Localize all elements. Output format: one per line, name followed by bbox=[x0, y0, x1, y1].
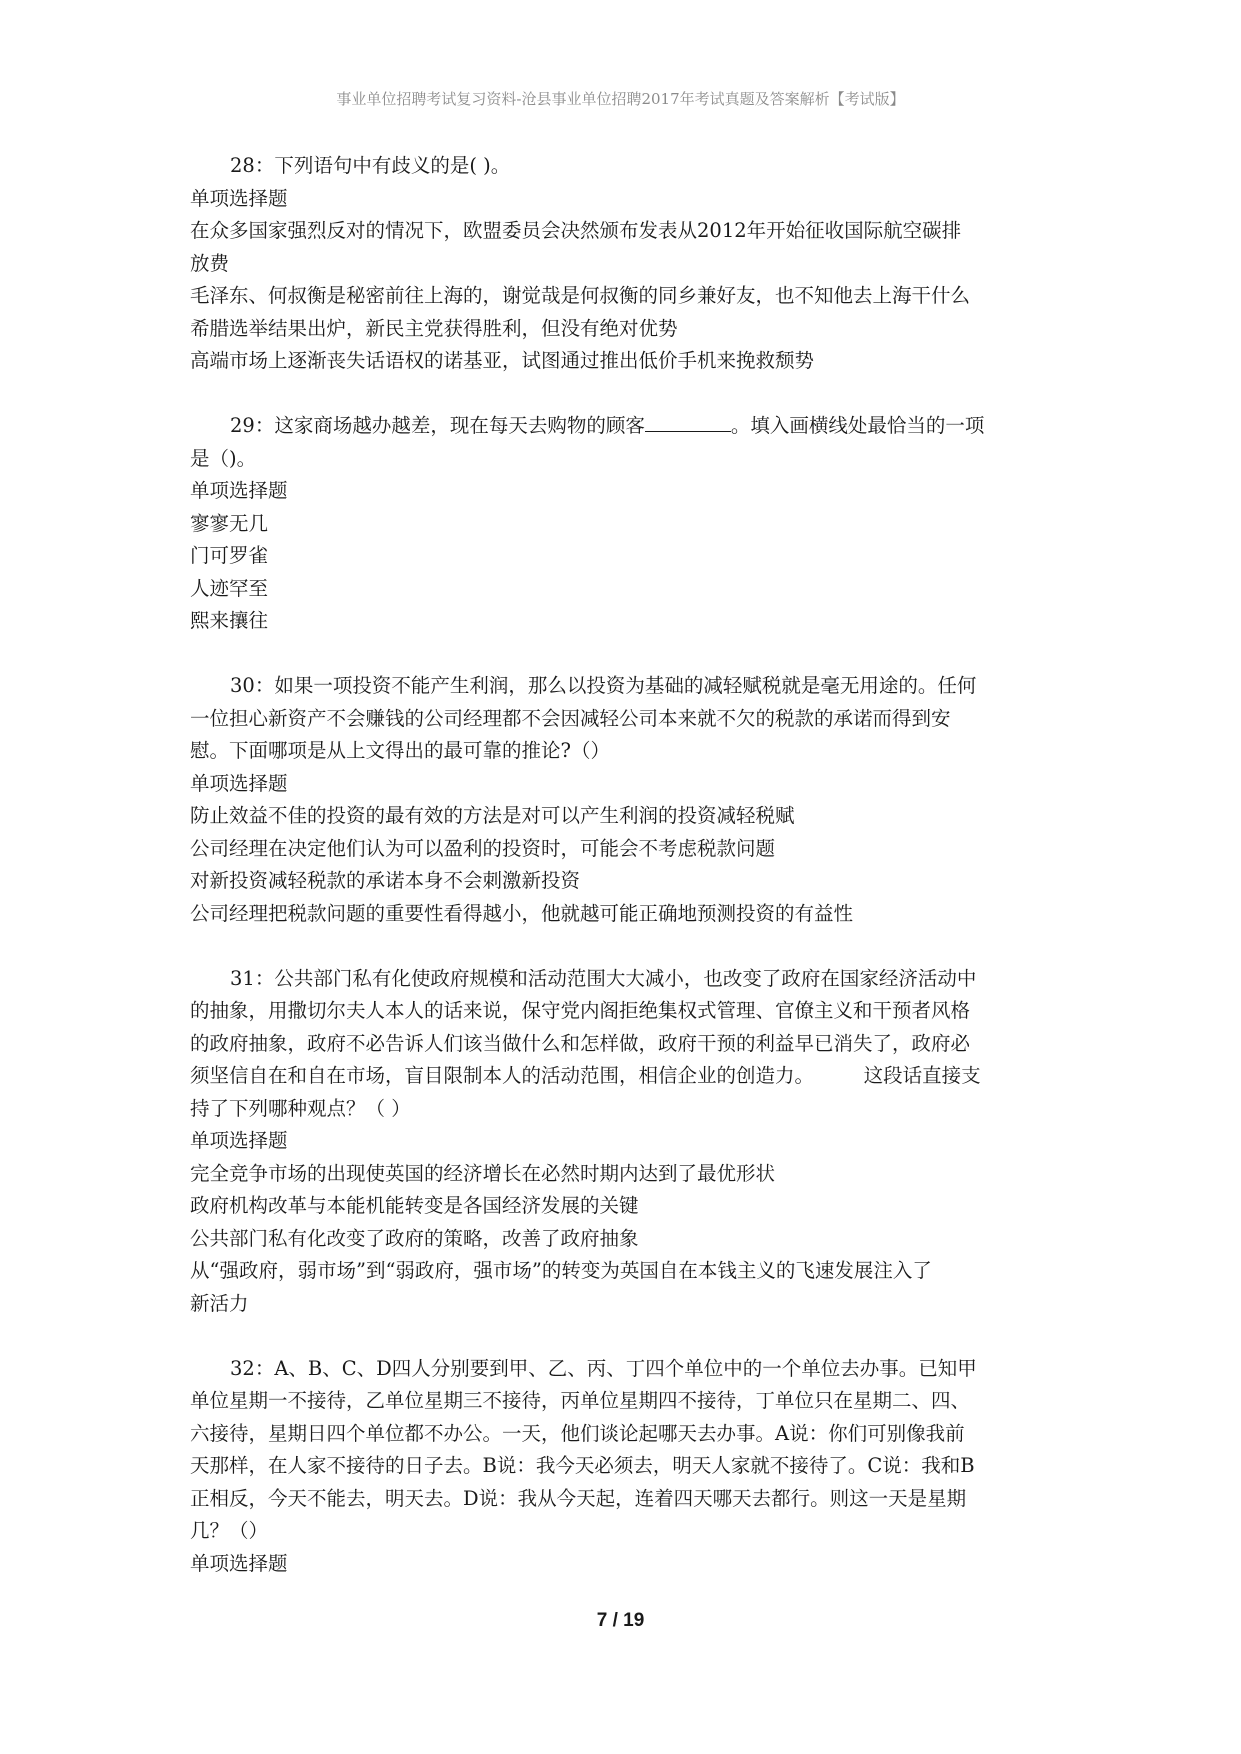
question-stem bbox=[190, 1353, 1060, 1386]
question-stem bbox=[190, 670, 1060, 703]
stem-line: 慰。下面哪项是从上文得出的最可靠的推论?（） bbox=[190, 739, 610, 762]
question-28 bbox=[190, 150, 1060, 378]
stem-line: 正相反，今天不能去，明天去。D说：我从今天起，连着四天哪天去都行。则这一天是星期 bbox=[190, 1486, 967, 1510]
question-stem bbox=[190, 963, 1060, 996]
stem-line: 是（)。 bbox=[190, 446, 257, 470]
question-type: 单项选择题 bbox=[190, 1129, 288, 1152]
question-29 bbox=[190, 410, 1060, 638]
stem-line: 32：A、B、C、D四人分别要到甲、乙、丙、丁四个单位中的一个单位去办事。已知甲 bbox=[230, 1356, 977, 1380]
option: 毛泽东、何叔衡是秘密前往上海的，谢觉哉是何叔衡的同乡兼好友，也不知他去上海干什么 bbox=[190, 284, 971, 307]
stem-line: 天那样，在人家不接待的日子去。B说：我今天必须去，明天人家就不接待了。C说：我和B bbox=[190, 1454, 975, 1477]
question-31 bbox=[190, 963, 1060, 1321]
stem-line: 一位担心新资产不会赚钱的公司经理都不会因减轻公司本来就不欠的税款的承诺而得到安 bbox=[190, 706, 951, 730]
question-stem bbox=[190, 410, 1060, 443]
option: 公司经理把税款问题的重要性看得越小，他就越可能正确地预测投资的有益性 bbox=[190, 901, 854, 925]
option: 从“强政府，弱市场”到“弱政府，强市场”的转变为英国自在本钱主义的飞速发展注入了 bbox=[190, 1259, 932, 1282]
option: 防止效益不佳的投资的最有效的方法是对可以产生利润的投资减轻税赋 bbox=[190, 804, 795, 827]
question-type: 单项选择题 bbox=[190, 771, 288, 795]
option: 公共部门私有化改变了政府的策略，改善了政府抽象 bbox=[190, 1226, 639, 1250]
stem-text: 。填入画横线处最恰当的一项 bbox=[730, 414, 985, 437]
option: 熙来攘往 bbox=[190, 609, 269, 632]
stem-line: 单位星期一不接待，乙单位星期三不接待，丙单位星期四不接待，丁单位只在星期二、四、 bbox=[190, 1389, 971, 1412]
stem-line: 31：公共部门私有化使政府规模和活动范围大大减小，也改变了政府在国家经济活动中 bbox=[230, 966, 977, 990]
question-type: 单项选择题 bbox=[190, 1551, 288, 1575]
option: 门可罗雀 bbox=[190, 544, 269, 567]
stem-line: 持了下列哪种观点？（ ） bbox=[190, 1096, 411, 1120]
stem-line: 的政府抽象，政府不必告诉人们该当做什么和怎样做，政府干预的利益早已消失了，政府必 bbox=[190, 1031, 971, 1055]
option: 高端市场上逐渐丧失话语权的诺基亚，试图通过推出低价手机来挽救颓势 bbox=[190, 349, 815, 372]
question-stem bbox=[190, 150, 1060, 183]
stem-line: 须坚信自在和自在市场，盲目限制本人的活动范围，相信企业的创造力。 这段话直接支 bbox=[190, 1064, 981, 1087]
stem-line: 几？（） bbox=[190, 1519, 269, 1542]
option: 政府机构改革与本能机能转变是各国经济发展的关键 bbox=[190, 1194, 639, 1217]
option: 寥寥无几 bbox=[190, 511, 269, 535]
option: 公司经理在决定他们认为可以盈利的投资时，可能会不考虑税款问题 bbox=[190, 836, 776, 860]
option: 在众多国家强烈反对的情况下，欧盟委员会决然颁布发表从2012年开始征收国际航空碳排 bbox=[190, 219, 962, 242]
option: 放费 bbox=[190, 251, 230, 275]
option: 希腊选举结果出炉，新民主党获得胜利，但没有绝对优势 bbox=[190, 316, 678, 340]
stem-line: 30：如果一项投资不能产生利润，那么以投资为基础的减轻赋税就是毫无用途的。任何 bbox=[230, 674, 977, 697]
stem-line: 六接待，星期日四个单位都不办公。一天，他们谈论起哪天去办事。A说：你们可别像我前 bbox=[190, 1421, 965, 1445]
stem-line: 28：下列语句中有歧义的是( )。 bbox=[230, 154, 511, 177]
option: 完全竞争市场的出现使英国的经济增长在必然时期内达到了最优形状 bbox=[190, 1161, 776, 1185]
question-30 bbox=[190, 670, 1060, 930]
stem-text: 29：这家商场越办越差，现在每天去购物的顾客 bbox=[230, 414, 645, 437]
document-body bbox=[190, 150, 1060, 1613]
question-32 bbox=[190, 1353, 1060, 1581]
stem-line: 的抽象，用撒切尔夫人本人的话来说，保守党内阁拒绝集权式管理、官僚主义和干预者风格 bbox=[190, 999, 971, 1022]
option: 人迹罕至 bbox=[190, 576, 269, 600]
page-number: 7 / 19 bbox=[596, 1610, 645, 1631]
question-type: 单项选择题 bbox=[190, 186, 288, 210]
option: 对新投资减轻税款的承诺本身不会刺激新投资 bbox=[190, 869, 581, 892]
page-header: 事业单位招聘考试复习资料-沧县事业单位招聘2017年考试真题及答案解析【考试版】 bbox=[336, 90, 905, 108]
option: 新活力 bbox=[190, 1291, 249, 1315]
stem-line bbox=[190, 410, 1060, 443]
question-type: 单项选择题 bbox=[190, 479, 288, 502]
fill-blank bbox=[645, 411, 731, 432]
